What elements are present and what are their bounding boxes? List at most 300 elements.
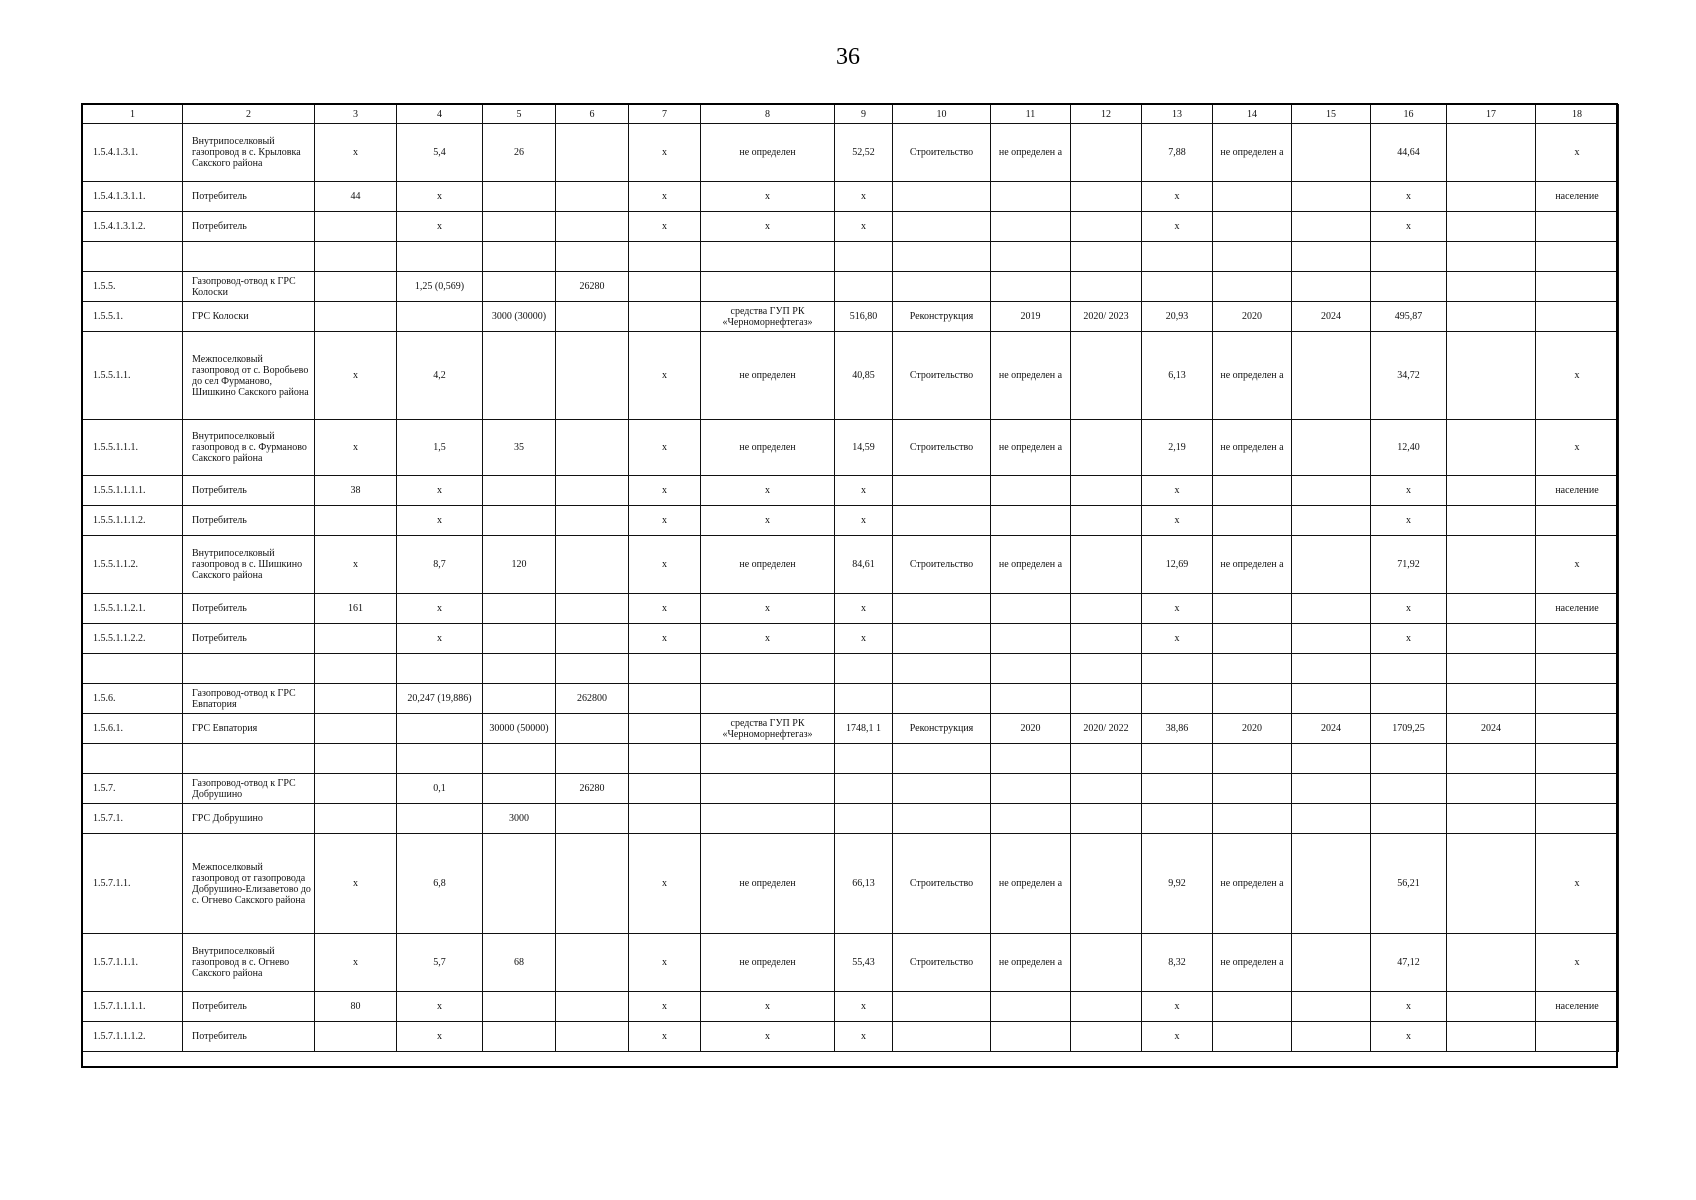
table-cell bbox=[629, 272, 701, 302]
table-cell: x bbox=[835, 182, 893, 212]
table-cell: 26 bbox=[483, 124, 556, 182]
table-cell bbox=[483, 272, 556, 302]
table-cell: Потребитель bbox=[183, 182, 315, 212]
table-row bbox=[83, 1022, 1619, 1052]
table-row bbox=[83, 744, 1619, 774]
table-cell: 56,21 bbox=[1371, 834, 1447, 934]
table-cell: 12,40 bbox=[1371, 420, 1447, 476]
table-cell bbox=[1447, 332, 1536, 420]
table-cell: 2020/ 2022 bbox=[1071, 714, 1142, 744]
table-cell bbox=[556, 1022, 629, 1052]
table-cell bbox=[1292, 332, 1371, 420]
table-cell: 44 bbox=[315, 182, 397, 212]
header-cell: 7 bbox=[629, 105, 701, 124]
table-cell: x bbox=[1536, 834, 1619, 934]
table-cell bbox=[1071, 774, 1142, 804]
table-cell: Потребитель bbox=[183, 476, 315, 506]
table-cell: 20,93 bbox=[1142, 302, 1213, 332]
table-cell bbox=[1292, 684, 1371, 714]
table-cell: 1.5.5.1. bbox=[83, 302, 183, 332]
table-cell bbox=[556, 182, 629, 212]
table-cell: 2020 bbox=[1213, 302, 1292, 332]
table-cell bbox=[315, 302, 397, 332]
table-cell bbox=[556, 124, 629, 182]
table-cell: 9,92 bbox=[1142, 834, 1213, 934]
header-cell: 4 bbox=[397, 105, 483, 124]
table-cell: не определен а bbox=[1213, 124, 1292, 182]
table-cell bbox=[1213, 212, 1292, 242]
table-cell bbox=[1213, 684, 1292, 714]
table-cell bbox=[1071, 624, 1142, 654]
table-cell bbox=[483, 242, 556, 272]
table-cell: x bbox=[701, 1022, 835, 1052]
table-cell bbox=[991, 242, 1071, 272]
table-cell: x bbox=[1536, 420, 1619, 476]
table-cell bbox=[1536, 212, 1619, 242]
table-cell: Газопровод-отвод к ГРС Добрушино bbox=[183, 774, 315, 804]
table-row bbox=[83, 242, 1619, 272]
table-cell bbox=[1292, 506, 1371, 536]
table-cell: 34,72 bbox=[1371, 332, 1447, 420]
table-cell: x bbox=[629, 594, 701, 624]
header-cell: 15 bbox=[1292, 105, 1371, 124]
table-cell: не определен а bbox=[991, 834, 1071, 934]
table-cell bbox=[483, 624, 556, 654]
table-row bbox=[83, 774, 1619, 804]
table-cell: Потребитель bbox=[183, 506, 315, 536]
table-cell bbox=[1292, 536, 1371, 594]
table-cell: x bbox=[629, 834, 701, 934]
table-cell: x bbox=[835, 212, 893, 242]
table-cell: не определен а bbox=[1213, 536, 1292, 594]
table-cell bbox=[1371, 242, 1447, 272]
table-cell: 71,92 bbox=[1371, 536, 1447, 594]
table-cell bbox=[893, 624, 991, 654]
table-cell bbox=[397, 654, 483, 684]
table-cell bbox=[991, 992, 1071, 1022]
table-cell bbox=[556, 624, 629, 654]
page-number: 36 bbox=[836, 44, 860, 70]
table-cell bbox=[556, 506, 629, 536]
table-cell bbox=[1536, 804, 1619, 834]
table-cell bbox=[629, 714, 701, 744]
table-cell: x bbox=[315, 934, 397, 992]
table-cell bbox=[483, 332, 556, 420]
table-row bbox=[83, 934, 1619, 992]
table-cell bbox=[1371, 684, 1447, 714]
table-row bbox=[83, 302, 1619, 332]
table-cell: x bbox=[1142, 594, 1213, 624]
table-cell: Реконструкция bbox=[893, 302, 991, 332]
table-cell bbox=[1213, 182, 1292, 212]
table-cell bbox=[183, 744, 315, 774]
table-cell: 6,13 bbox=[1142, 332, 1213, 420]
table-cell bbox=[1071, 506, 1142, 536]
table-cell bbox=[629, 302, 701, 332]
table-cell: 2024 bbox=[1292, 302, 1371, 332]
table-cell: 262800 bbox=[556, 684, 629, 714]
table-cell bbox=[1071, 992, 1142, 1022]
table-cell: 5,7 bbox=[397, 934, 483, 992]
table-cell: 1.5.7.1.1.1.2. bbox=[83, 1022, 183, 1052]
table-cell bbox=[1142, 272, 1213, 302]
table-cell bbox=[556, 212, 629, 242]
table-cell bbox=[556, 332, 629, 420]
table-cell: 1.5.4.1.3.1. bbox=[83, 124, 183, 182]
table-cell bbox=[556, 536, 629, 594]
table-cell: 47,12 bbox=[1371, 934, 1447, 992]
table-cell bbox=[1292, 242, 1371, 272]
table-cell: x bbox=[1142, 1022, 1213, 1052]
table-cell: не определен bbox=[701, 536, 835, 594]
table-cell: 0,1 bbox=[397, 774, 483, 804]
table-cell bbox=[1447, 934, 1536, 992]
table-cell: x bbox=[835, 992, 893, 1022]
table-cell bbox=[991, 594, 1071, 624]
table-cell: 2024 bbox=[1292, 714, 1371, 744]
table-cell: не определен а bbox=[1213, 834, 1292, 934]
table-cell: x bbox=[629, 1022, 701, 1052]
table-cell: 2019 bbox=[991, 302, 1071, 332]
table-row bbox=[83, 182, 1619, 212]
table-cell bbox=[701, 774, 835, 804]
table-cell: ГРС Колоски bbox=[183, 302, 315, 332]
table-cell: Межпоселковый газопровод от с. Воробьево до сел Фурманово, Шишкино Сакского района bbox=[183, 332, 315, 420]
table-cell: 38 bbox=[315, 476, 397, 506]
table-cell: 68 bbox=[483, 934, 556, 992]
table-cell bbox=[701, 272, 835, 302]
table-cell bbox=[1071, 654, 1142, 684]
table-cell bbox=[1536, 654, 1619, 684]
table-cell bbox=[315, 744, 397, 774]
table-cell: население bbox=[1536, 594, 1619, 624]
table-cell bbox=[1292, 804, 1371, 834]
table-cell bbox=[397, 302, 483, 332]
table-cell: x bbox=[701, 992, 835, 1022]
header-cell: 17 bbox=[1447, 105, 1536, 124]
table-cell bbox=[1371, 804, 1447, 834]
table-cell: x bbox=[1142, 476, 1213, 506]
table-cell bbox=[1447, 272, 1536, 302]
table-body bbox=[83, 105, 1619, 1052]
table-cell bbox=[397, 804, 483, 834]
table-cell: Газопровод-отвод к ГРС Евпатория bbox=[183, 684, 315, 714]
table-cell: x bbox=[835, 1022, 893, 1052]
table-cell: x bbox=[835, 594, 893, 624]
table-cell bbox=[991, 506, 1071, 536]
table-cell: x bbox=[1371, 594, 1447, 624]
table-cell bbox=[1142, 804, 1213, 834]
table-cell bbox=[1292, 744, 1371, 774]
table-cell bbox=[1292, 182, 1371, 212]
table-cell bbox=[1213, 506, 1292, 536]
table-row bbox=[83, 332, 1619, 420]
table-cell: 30000 (50000) bbox=[483, 714, 556, 744]
table-cell bbox=[1213, 992, 1292, 1022]
table-cell bbox=[893, 654, 991, 684]
table-cell bbox=[893, 684, 991, 714]
table-cell bbox=[83, 242, 183, 272]
table-cell bbox=[629, 744, 701, 774]
table-cell: 26280 bbox=[556, 272, 629, 302]
header-cell: 11 bbox=[991, 105, 1071, 124]
table-cell bbox=[1536, 242, 1619, 272]
table-cell bbox=[1071, 934, 1142, 992]
table-cell: Внутрипоселковый газопровод в с. Шишкино Сакского района bbox=[183, 536, 315, 594]
table-cell bbox=[991, 624, 1071, 654]
table-cell: ГРС Добрушино bbox=[183, 804, 315, 834]
table-cell bbox=[1213, 654, 1292, 684]
table-cell: 1.5.5.1.1.1.1. bbox=[83, 476, 183, 506]
table-cell bbox=[629, 242, 701, 272]
table-row bbox=[83, 476, 1619, 506]
header-cell: 18 bbox=[1536, 105, 1619, 124]
header-row bbox=[83, 105, 1619, 124]
table-cell bbox=[397, 744, 483, 774]
table-cell: x bbox=[629, 536, 701, 594]
table-cell bbox=[1447, 476, 1536, 506]
table-cell bbox=[1447, 684, 1536, 714]
table-cell: 1.5.7.1.1. bbox=[83, 834, 183, 934]
table-cell bbox=[556, 804, 629, 834]
table-cell: 8,7 bbox=[397, 536, 483, 594]
table-cell: x bbox=[315, 420, 397, 476]
table-cell bbox=[629, 774, 701, 804]
table-cell bbox=[1292, 476, 1371, 506]
table-cell: 35 bbox=[483, 420, 556, 476]
table-cell bbox=[483, 774, 556, 804]
table-row bbox=[83, 992, 1619, 1022]
table-cell: не определен а bbox=[991, 332, 1071, 420]
table-cell: 1.5.5. bbox=[83, 272, 183, 302]
table-cell: 1,25 (0,569) bbox=[397, 272, 483, 302]
table-cell bbox=[1071, 684, 1142, 714]
table-cell bbox=[1213, 272, 1292, 302]
table-cell: 1.5.5.1.1.1.2. bbox=[83, 506, 183, 536]
table-cell bbox=[1536, 1022, 1619, 1052]
table-cell bbox=[1142, 242, 1213, 272]
table-cell: не определен а bbox=[991, 934, 1071, 992]
table-cell: 1.5.4.1.3.1.1. bbox=[83, 182, 183, 212]
table-cell: 12,69 bbox=[1142, 536, 1213, 594]
table-cell bbox=[1536, 714, 1619, 744]
header-cell: 3 bbox=[315, 105, 397, 124]
table-cell bbox=[1447, 744, 1536, 774]
table-cell: 1,5 bbox=[397, 420, 483, 476]
table-row bbox=[83, 212, 1619, 242]
table-cell bbox=[991, 774, 1071, 804]
table-row bbox=[83, 124, 1619, 182]
table-cell bbox=[1142, 654, 1213, 684]
table-cell bbox=[1447, 302, 1536, 332]
table-cell: 1.5.7.1.1.1. bbox=[83, 934, 183, 992]
table-cell: x bbox=[397, 594, 483, 624]
table-cell bbox=[991, 684, 1071, 714]
table-row bbox=[83, 834, 1619, 934]
table-cell bbox=[835, 272, 893, 302]
table-cell: x bbox=[1536, 934, 1619, 992]
table-cell bbox=[1071, 420, 1142, 476]
table-cell bbox=[991, 476, 1071, 506]
table-cell bbox=[1536, 506, 1619, 536]
table-cell bbox=[1071, 1022, 1142, 1052]
table-cell: Внутрипоселковый газопровод в с. Крыловка Сакского района bbox=[183, 124, 315, 182]
table-cell: x bbox=[397, 624, 483, 654]
table-cell bbox=[556, 834, 629, 934]
table-cell bbox=[1371, 654, 1447, 684]
table-cell bbox=[556, 476, 629, 506]
table-cell bbox=[1292, 124, 1371, 182]
table-cell bbox=[1447, 124, 1536, 182]
data-table bbox=[82, 104, 1619, 1052]
table-cell bbox=[483, 182, 556, 212]
table-cell bbox=[556, 934, 629, 992]
table-cell bbox=[483, 506, 556, 536]
table-cell: x bbox=[1142, 506, 1213, 536]
table-cell: 1.5.5.1.1.1. bbox=[83, 420, 183, 476]
table-row bbox=[83, 624, 1619, 654]
table-cell: 4,2 bbox=[397, 332, 483, 420]
table-cell: не определен а bbox=[1213, 934, 1292, 992]
header-cell: 5 bbox=[483, 105, 556, 124]
table-cell bbox=[1071, 124, 1142, 182]
table-cell: 1.5.5.1.1. bbox=[83, 332, 183, 420]
table-cell: не определен а bbox=[991, 124, 1071, 182]
table-cell: не определен bbox=[701, 834, 835, 934]
table-cell bbox=[556, 242, 629, 272]
table-cell: не определен bbox=[701, 332, 835, 420]
table-cell bbox=[315, 714, 397, 744]
table-row bbox=[83, 654, 1619, 684]
table-cell bbox=[483, 744, 556, 774]
table-cell: x bbox=[1371, 212, 1447, 242]
table-cell bbox=[556, 714, 629, 744]
table-cell bbox=[1292, 654, 1371, 684]
table-cell: x bbox=[1536, 332, 1619, 420]
table-cell bbox=[1071, 594, 1142, 624]
table-cell bbox=[483, 594, 556, 624]
table-cell bbox=[483, 992, 556, 1022]
table-cell bbox=[1213, 804, 1292, 834]
table-row bbox=[83, 506, 1619, 536]
table-cell bbox=[1447, 242, 1536, 272]
table-row bbox=[83, 594, 1619, 624]
table-cell bbox=[315, 272, 397, 302]
table-cell: 1.5.5.1.1.2. bbox=[83, 536, 183, 594]
table-cell bbox=[893, 774, 991, 804]
table-cell bbox=[701, 804, 835, 834]
table-row bbox=[83, 714, 1619, 744]
table-cell: 516,80 bbox=[835, 302, 893, 332]
table-cell bbox=[483, 834, 556, 934]
table-cell bbox=[893, 272, 991, 302]
table-cell: 8,32 bbox=[1142, 934, 1213, 992]
table-cell bbox=[483, 684, 556, 714]
table-cell bbox=[1536, 774, 1619, 804]
table-cell: x bbox=[1142, 212, 1213, 242]
table-cell bbox=[397, 714, 483, 744]
table-cell: x bbox=[397, 476, 483, 506]
table-cell: средства ГУП РК «Черноморнефтегаз» bbox=[701, 714, 835, 744]
table-cell: Строительство bbox=[893, 536, 991, 594]
table-cell bbox=[556, 744, 629, 774]
table-cell bbox=[1071, 332, 1142, 420]
table-cell: x bbox=[629, 934, 701, 992]
table-cell: x bbox=[1142, 992, 1213, 1022]
table-cell bbox=[556, 594, 629, 624]
table-row bbox=[83, 420, 1619, 476]
table-cell bbox=[1292, 594, 1371, 624]
table-cell: x bbox=[701, 212, 835, 242]
table-cell bbox=[1447, 624, 1536, 654]
table-cell bbox=[1292, 212, 1371, 242]
table-cell bbox=[1447, 774, 1536, 804]
table-cell bbox=[629, 804, 701, 834]
table-cell bbox=[1371, 774, 1447, 804]
table-cell bbox=[1071, 834, 1142, 934]
table-cell: 1.5.4.1.3.1.2. bbox=[83, 212, 183, 242]
table-cell bbox=[556, 302, 629, 332]
table-cell: x bbox=[701, 182, 835, 212]
table-cell bbox=[893, 594, 991, 624]
table-cell bbox=[556, 420, 629, 476]
table-cell bbox=[1447, 654, 1536, 684]
table-cell bbox=[1447, 804, 1536, 834]
table-cell: 6,8 bbox=[397, 834, 483, 934]
table-cell: 1.5.7.1. bbox=[83, 804, 183, 834]
table-cell: 1.5.5.1.1.2.2. bbox=[83, 624, 183, 654]
header-cell: 10 bbox=[893, 105, 991, 124]
table-cell bbox=[835, 804, 893, 834]
table-cell: x bbox=[397, 1022, 483, 1052]
table-cell: x bbox=[315, 332, 397, 420]
table-cell: население bbox=[1536, 182, 1619, 212]
table-cell bbox=[835, 774, 893, 804]
table-cell: x bbox=[629, 182, 701, 212]
table-cell: x bbox=[1536, 536, 1619, 594]
table-cell: Внутрипоселковый газопровод в с. Огнево Сакского района bbox=[183, 934, 315, 992]
table-cell: x bbox=[1536, 124, 1619, 182]
table-cell bbox=[893, 804, 991, 834]
table-cell: Потребитель bbox=[183, 212, 315, 242]
table-cell: Строительство bbox=[893, 420, 991, 476]
table-cell: 3000 bbox=[483, 804, 556, 834]
table-cell bbox=[1447, 182, 1536, 212]
table-cell: x bbox=[1371, 476, 1447, 506]
table-cell: x bbox=[397, 992, 483, 1022]
table-cell: x bbox=[629, 992, 701, 1022]
table-cell bbox=[556, 992, 629, 1022]
table-cell bbox=[1536, 624, 1619, 654]
table-cell: Строительство bbox=[893, 934, 991, 992]
table-cell bbox=[1071, 182, 1142, 212]
table-cell: 7,88 bbox=[1142, 124, 1213, 182]
table-cell: 44,64 bbox=[1371, 124, 1447, 182]
table-cell: население bbox=[1536, 476, 1619, 506]
table-cell: x bbox=[701, 624, 835, 654]
table-cell bbox=[701, 654, 835, 684]
table-cell bbox=[1213, 744, 1292, 774]
table-cell: Межпоселковый газопровод от газопровода Добрушино-Елизаветово до с. Огнево Сакского района bbox=[183, 834, 315, 934]
table-cell: x bbox=[1142, 182, 1213, 212]
table-cell: 66,13 bbox=[835, 834, 893, 934]
table-cell bbox=[629, 684, 701, 714]
table-cell bbox=[1292, 420, 1371, 476]
table-cell: x bbox=[835, 476, 893, 506]
table-cell bbox=[893, 744, 991, 774]
table-cell bbox=[1071, 804, 1142, 834]
table-cell bbox=[315, 1022, 397, 1052]
